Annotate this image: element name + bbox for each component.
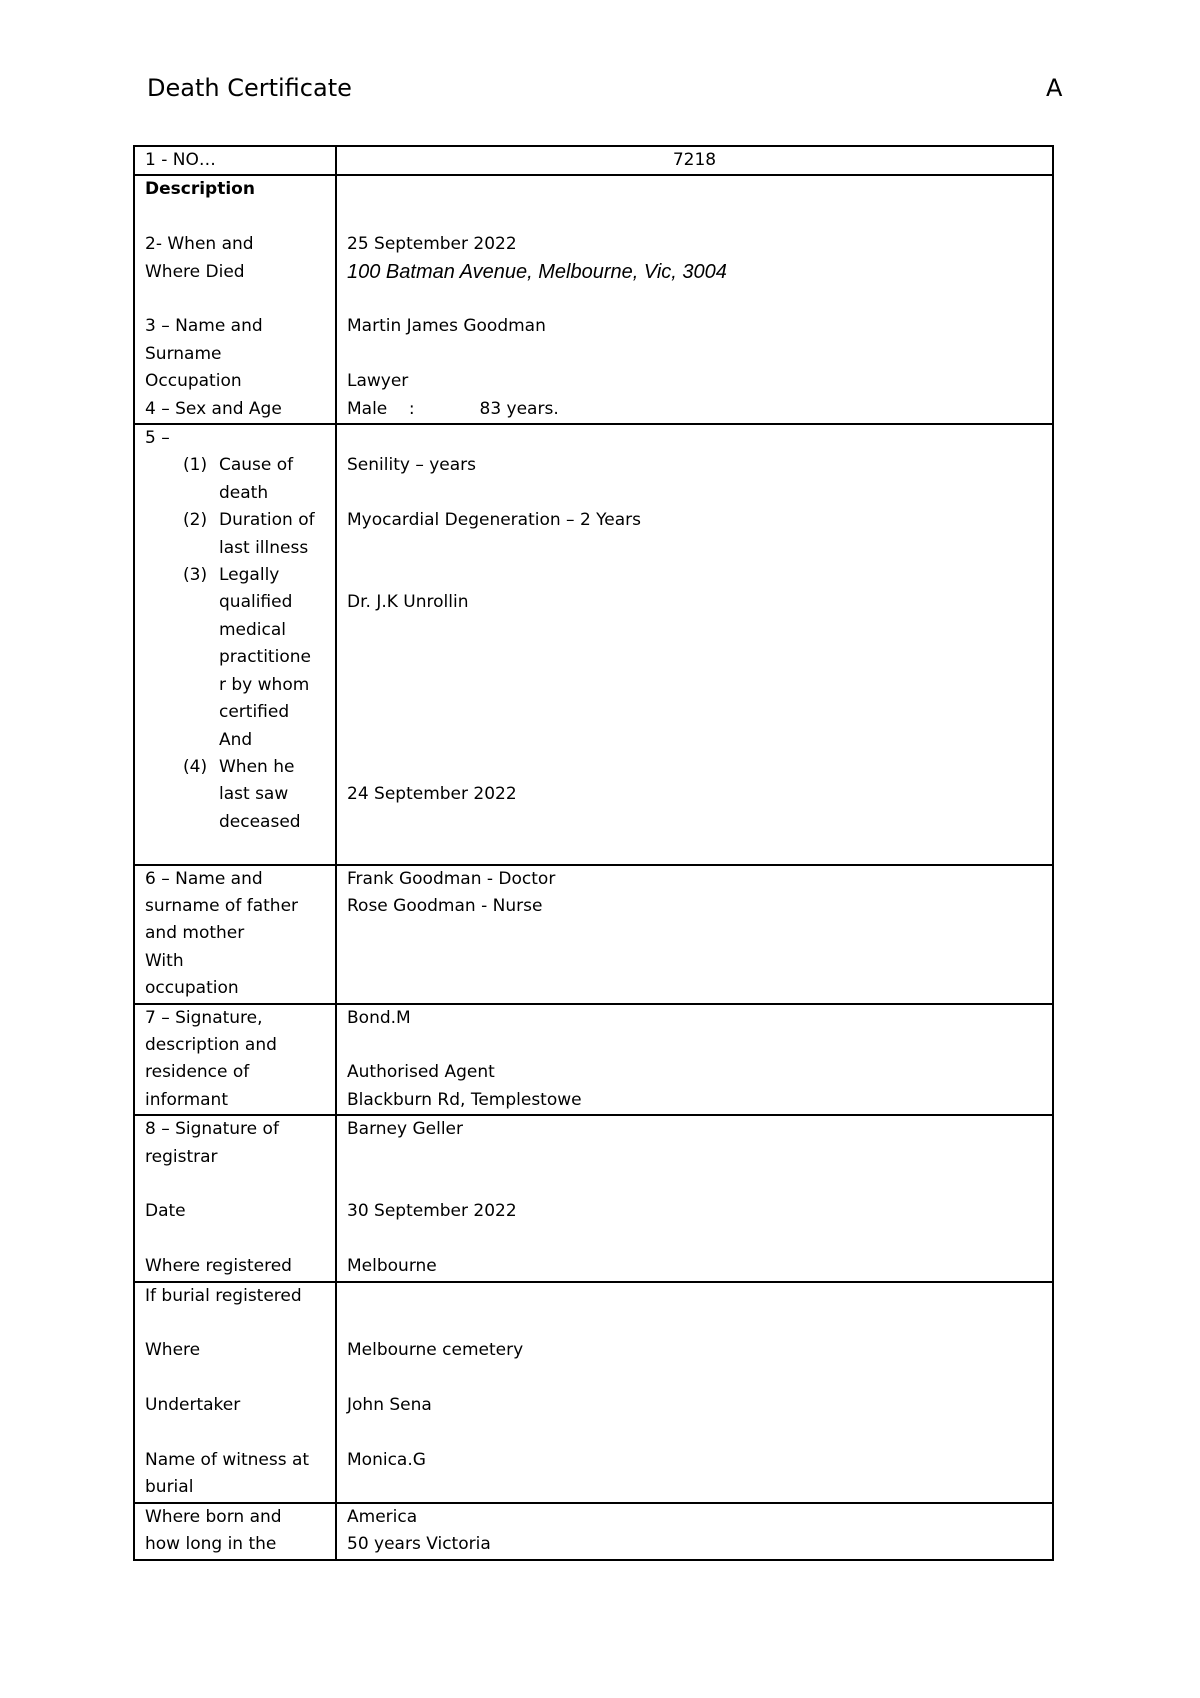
death-label-cell (134, 175, 336, 424)
birthplace-label-cell (134, 1503, 336, 1560)
list-text: certified (219, 702, 290, 723)
sex-age-value (347, 396, 1042, 423)
cause-list (145, 452, 325, 836)
description-heading: Description (145, 179, 255, 200)
witness-label: Name of witness at (145, 1449, 310, 1470)
sex-value: Male (347, 398, 388, 419)
parents-label-5: occupation (145, 978, 239, 999)
list-text: Duration of (219, 510, 315, 531)
list-item (145, 562, 325, 754)
registration-place-label: Where registered (145, 1256, 292, 1277)
date-of-death: 25 September 2022 (347, 234, 517, 255)
list-text: death (219, 482, 269, 503)
age-value: 83 years. (479, 398, 559, 419)
cause-value: Senility – years (347, 455, 477, 476)
number-label-cell (134, 146, 336, 175)
list-text: And (219, 729, 253, 750)
list-text: medical (219, 619, 287, 640)
parents-label-3: and mother (145, 923, 245, 944)
list-text: deceased (219, 811, 301, 832)
birthplace-value: America (347, 1506, 418, 1527)
burial-where: Melbourne cemetery (347, 1340, 524, 1361)
informant-signature: Bond.M (347, 1007, 411, 1028)
when-where-label-2: Where Died (145, 261, 245, 282)
row-cause-of-death (134, 424, 1053, 864)
informant-label-2: description and (145, 1034, 277, 1055)
list-text: practitione (219, 647, 311, 668)
parents-label-cell (134, 865, 336, 1004)
occupation-value: Lawyer (347, 371, 409, 392)
number-label: 1 - NO… (145, 150, 216, 170)
burial-label: If burial registered (145, 1285, 302, 1306)
list-item (145, 507, 325, 562)
informant-label-4: informant (145, 1089, 228, 1110)
undertaker-value: John Sena (347, 1395, 432, 1416)
witness-value: Monica.G (347, 1449, 426, 1470)
list-text: qualified (219, 592, 293, 613)
list-text: Cause of (219, 455, 294, 476)
list-text: last saw (219, 784, 289, 805)
informant-value-cell (336, 1004, 1053, 1116)
name-label: 3 – Name and (145, 316, 263, 337)
number-value-cell (336, 146, 1053, 175)
certificate-table (133, 145, 1054, 1561)
certificate-number: 7218 (672, 150, 717, 170)
registrar-label-2: registrar (145, 1146, 218, 1167)
sex-age-separator: : (408, 398, 415, 419)
informant-label: 7 – Signature, (145, 1007, 263, 1028)
birthplace-label-2: how long in the (145, 1534, 277, 1555)
birthplace-label: Where born and (145, 1506, 282, 1527)
residence-duration: 50 years Victoria (347, 1534, 491, 1555)
cause-label-cell (134, 424, 336, 864)
sex-age-label: 4 – Sex and Age (145, 398, 282, 419)
registrar-label-cell (134, 1115, 336, 1281)
registrar-value-cell (336, 1115, 1053, 1281)
deceased-name: Martin James Goodman (347, 316, 546, 337)
parents-label-4: With (145, 950, 184, 971)
name-label-2: Surname (145, 343, 222, 364)
list-number: (1) (183, 455, 208, 476)
row-registrar (134, 1115, 1053, 1281)
document-mark: A (1046, 74, 1063, 102)
page-title: Death Certificate (147, 74, 352, 102)
registration-date: 30 September 2022 (347, 1201, 517, 1222)
row-informant (134, 1004, 1053, 1116)
parents-label: 6 – Name and (145, 868, 263, 889)
mother-value: Rose Goodman - Nurse (347, 895, 543, 916)
last-seen-value: 24 September 2022 (347, 784, 517, 805)
undertaker-label: Undertaker (145, 1395, 241, 1416)
list-number: (3) (183, 565, 208, 586)
occupation-label: Occupation (145, 371, 242, 392)
list-text: last illness (219, 537, 309, 558)
informant-residence: Blackburn Rd, Templestowe (347, 1089, 582, 1110)
cause-section-label: 5 – (145, 428, 170, 449)
row-burial (134, 1282, 1053, 1503)
list-text: r by whom (219, 674, 310, 695)
row-birthplace (134, 1503, 1053, 1560)
list-text: When he (219, 756, 295, 777)
list-number: (2) (183, 510, 208, 531)
birthplace-value-cell (336, 1503, 1053, 1560)
doctor-value: Dr. J.K Unrollin (347, 592, 469, 613)
informant-label-cell (134, 1004, 336, 1116)
list-text: Legally (219, 565, 280, 586)
informant-label-3: residence of (145, 1062, 250, 1083)
parents-value-cell (336, 865, 1053, 1004)
duration-value: Myocardial Degeneration – 2 Years (347, 510, 642, 531)
when-where-label: 2- When and (145, 234, 254, 255)
registrar-label: 8 – Signature of (145, 1119, 279, 1140)
burial-label-cell (134, 1282, 336, 1503)
row-parents (134, 865, 1053, 1004)
list-number: (4) (183, 756, 208, 777)
list-item (145, 754, 325, 836)
place-of-death: 100 Batman Avenue, Melbourne, Vic, 3004 (347, 260, 727, 283)
registration-date-label: Date (145, 1201, 186, 1222)
witness-label-2: burial (145, 1477, 194, 1498)
row-number (134, 146, 1053, 175)
list-item (145, 452, 325, 507)
registration-place: Melbourne (347, 1256, 437, 1277)
parents-label-2: surname of father (145, 895, 299, 916)
row-death-details (134, 175, 1053, 424)
burial-value-cell (336, 1282, 1053, 1503)
father-value: Frank Goodman - Doctor (347, 868, 556, 889)
registrar-signature: Barney Geller (347, 1119, 463, 1140)
burial-where-label: Where (145, 1340, 201, 1361)
informant-description: Authorised Agent (347, 1062, 495, 1083)
death-value-cell (336, 175, 1053, 424)
cause-value-cell (336, 424, 1053, 864)
